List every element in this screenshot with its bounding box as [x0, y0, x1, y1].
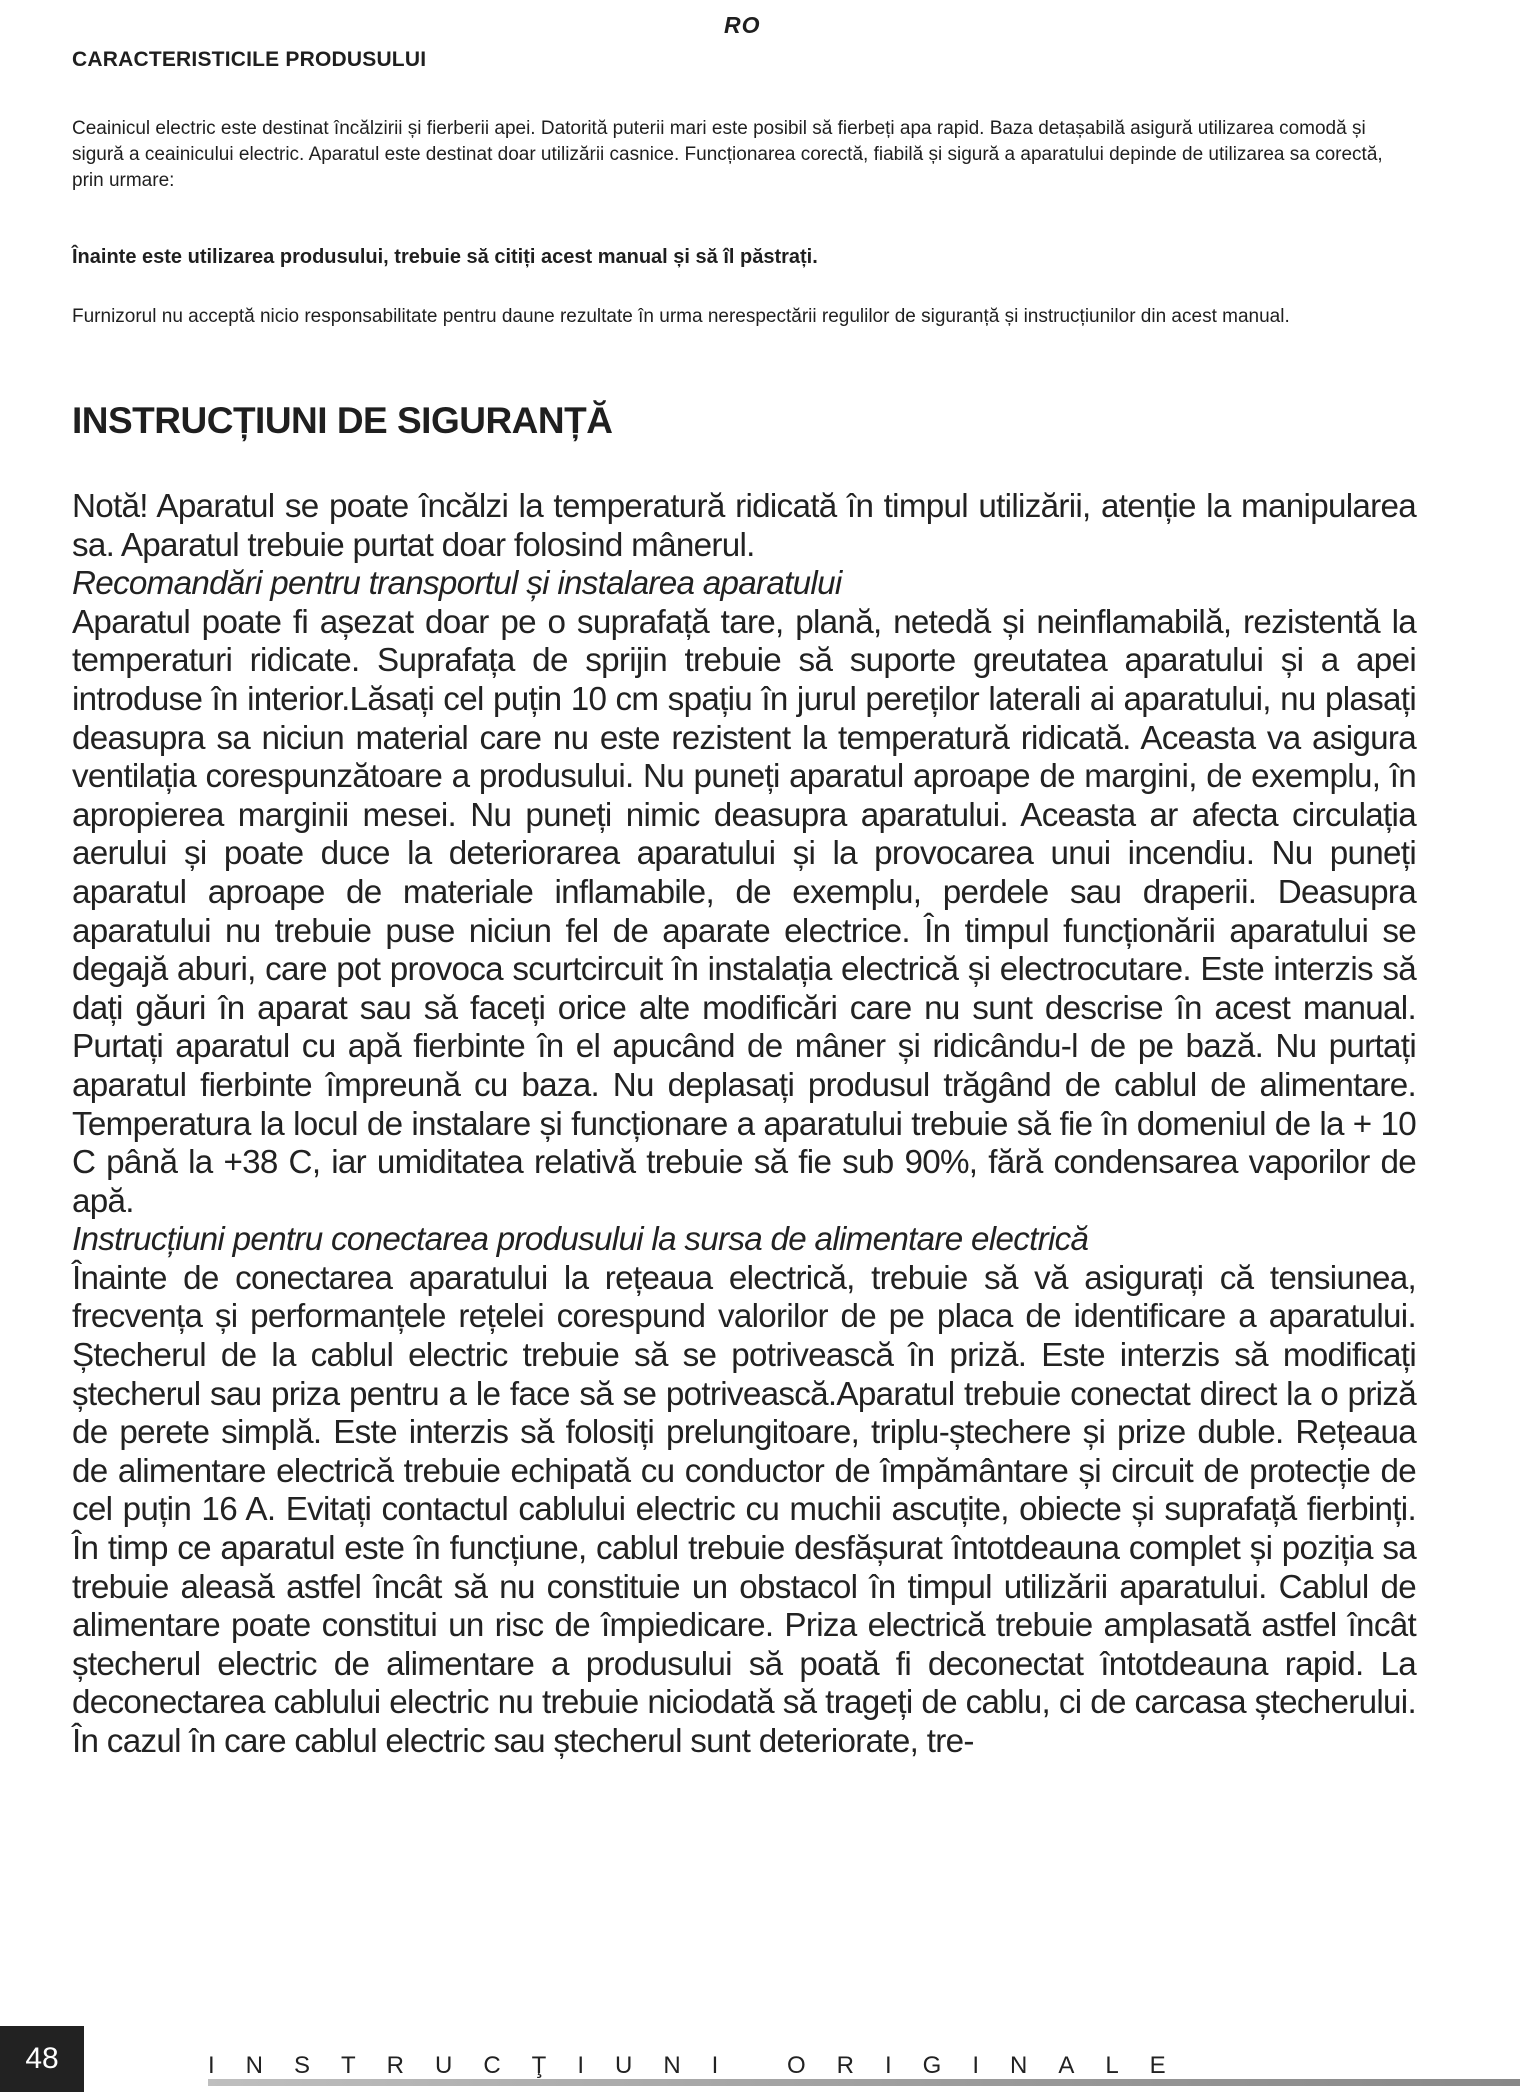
footer-label: INSTRUCŢIUNI ORIGINALE [208, 2052, 1197, 2079]
transport-text: Aparatul poate fi așezat doar pe o suprafață tare, plană, netedă și neinflamabilă, rezistentă la temperaturi ridicate. Suprafața de sprijin trebuie să suporte greutatea aparatului și a apei introduse în interior.Lăsați cel puțin 10 cm spațiu în jurul pereților laterali ai aparatului, nu plasați deasupra sa niciun material care nu este rezistent la temperatură ridicată. Aceasta va asigura ventilația corespunzătoare a produsului. Nu puneți aparatul aproape de margini, de exemplu, în apropierea marginii mesei. Nu puneți nimic deasupra aparatului. Aceasta ar afecta circulația aerului și poate duce la deteriorarea aparatului și la provocarea unui incendiu. Nu puneți aparatul aproape de materiale inflamabile, de exemplu, perdele sau draperii. Deasupra aparatului nu trebuie puse niciun fel de aparate electrice. În timpul funcționării aparatului se degajă aburi, care pot provoca scurtcircuit în instalația electrică și electrocutare. Este interzis să dați găuri în aparat sau să faceți orice alte modificări care nu sunt descrise în acest manual. Purtați aparatul cu apă fierbinte în el apucând de mâner și ridicându-l de pe bază. Nu purtați aparatul fierbinte împreună cu baza. Nu deplasați produsul trăgând de cablul de alimentare. Temperatura la locul de instalare și funcționare a aparatului trebuie să fie în domeniul de la + 10 C până la +38 C, iar umiditatea relativă trebuie să fie sub 90%, fără condensarea vaporilor de apă. [72, 603, 1416, 1220]
safety-title: INSTRUCȚIUNI DE SIGURANȚĂ [72, 400, 613, 441]
read-manual-note: Înainte este utilizarea produsului, trebuie să citiți acest manual și să îl păstrați. [72, 246, 818, 268]
connection-text: Înainte de conectarea aparatului la rețeaua electrică, trebuie să vă asigurați că tensiunea, frecvența și performanțele rețelei corespund valorilor de pe placa de identificare a aparatului. Ștecherul de la cablul electric trebuie să se potrivească în priză. Este interzis să modificați ștecherul sau priza pentru a le face să se potrivească.Aparatul trebuie conectat direct la o priză de perete simplă. Este interzis să folosiți prelungitoare, triplu-ștechere și prize duble. Rețeaua de alimentare electrică trebuie echipată cu conductor de împământare și circuit de protecție de cel puțin 16 A. Evitați contactul cablului electric cu muchii ascuțite, obiecte și suprafață fierbinți. În timp ce aparatul este în funcțiune, cablul trebuie desfășurat întotdeauna complet și poziția sa trebuie aleasă astfel încât să nu constituie un obstacol în timpul utilizării aparatului. Cablul de alimentare poate constitui un risc de împiedicare. Priza electrică trebuie amplasată astfel încât ștecherul electric de alimentare a produsului să poată fi deconectat întotdeauna rapid. La deconectarea cablului electric nu trebuie niciodată să trageți de cablu, ci de carcasa ștecherului. În cazul în care cablul electric sau ștecherul sunt deteriorate, tre- [72, 1259, 1416, 1760]
safety-note: Notă! Aparatul se poate încălzi la temperatură ridicată în timpul utilizării, atenție la manipularea sa. Aparatul trebuie purtat doar folosind mânerul. [72, 488, 1416, 564]
connection-heading: Instrucțiuni pentru conectarea produsului la sursa de alimentare electrică [72, 1221, 1089, 1259]
page-number: 48 [0, 2026, 84, 2092]
section-title: CARACTERISTICILE PRODUSULUI [72, 48, 427, 71]
intro-paragraph: Ceainicul electric este destinat încălzirii și fierberii apei. Datorită puterii mari este posibil să fierbeți apa rapid. Baza detașabilă asigură utilizarea comodă și sigură a ceainicului electric. Aparatul este destinat doar utilizării casnice. Funcționarea corectă, fiabilă și sigură a aparatului depinde de utilizarea sa corectă, prin urmare: [72, 118, 1383, 191]
footer-rule [208, 2079, 1520, 2086]
transport-heading: Recomandări pentru transportul și instalarea aparatului [72, 565, 842, 603]
supplier-disclaimer: Furnizorul nu acceptă nicio responsabilitate pentru daune rezultate în urma nerespectării regulilor de siguranță și instrucțiunilor din acest manual. [72, 306, 1290, 327]
safety-body [72, 488, 1416, 1762]
language-code: RO [724, 12, 761, 38]
